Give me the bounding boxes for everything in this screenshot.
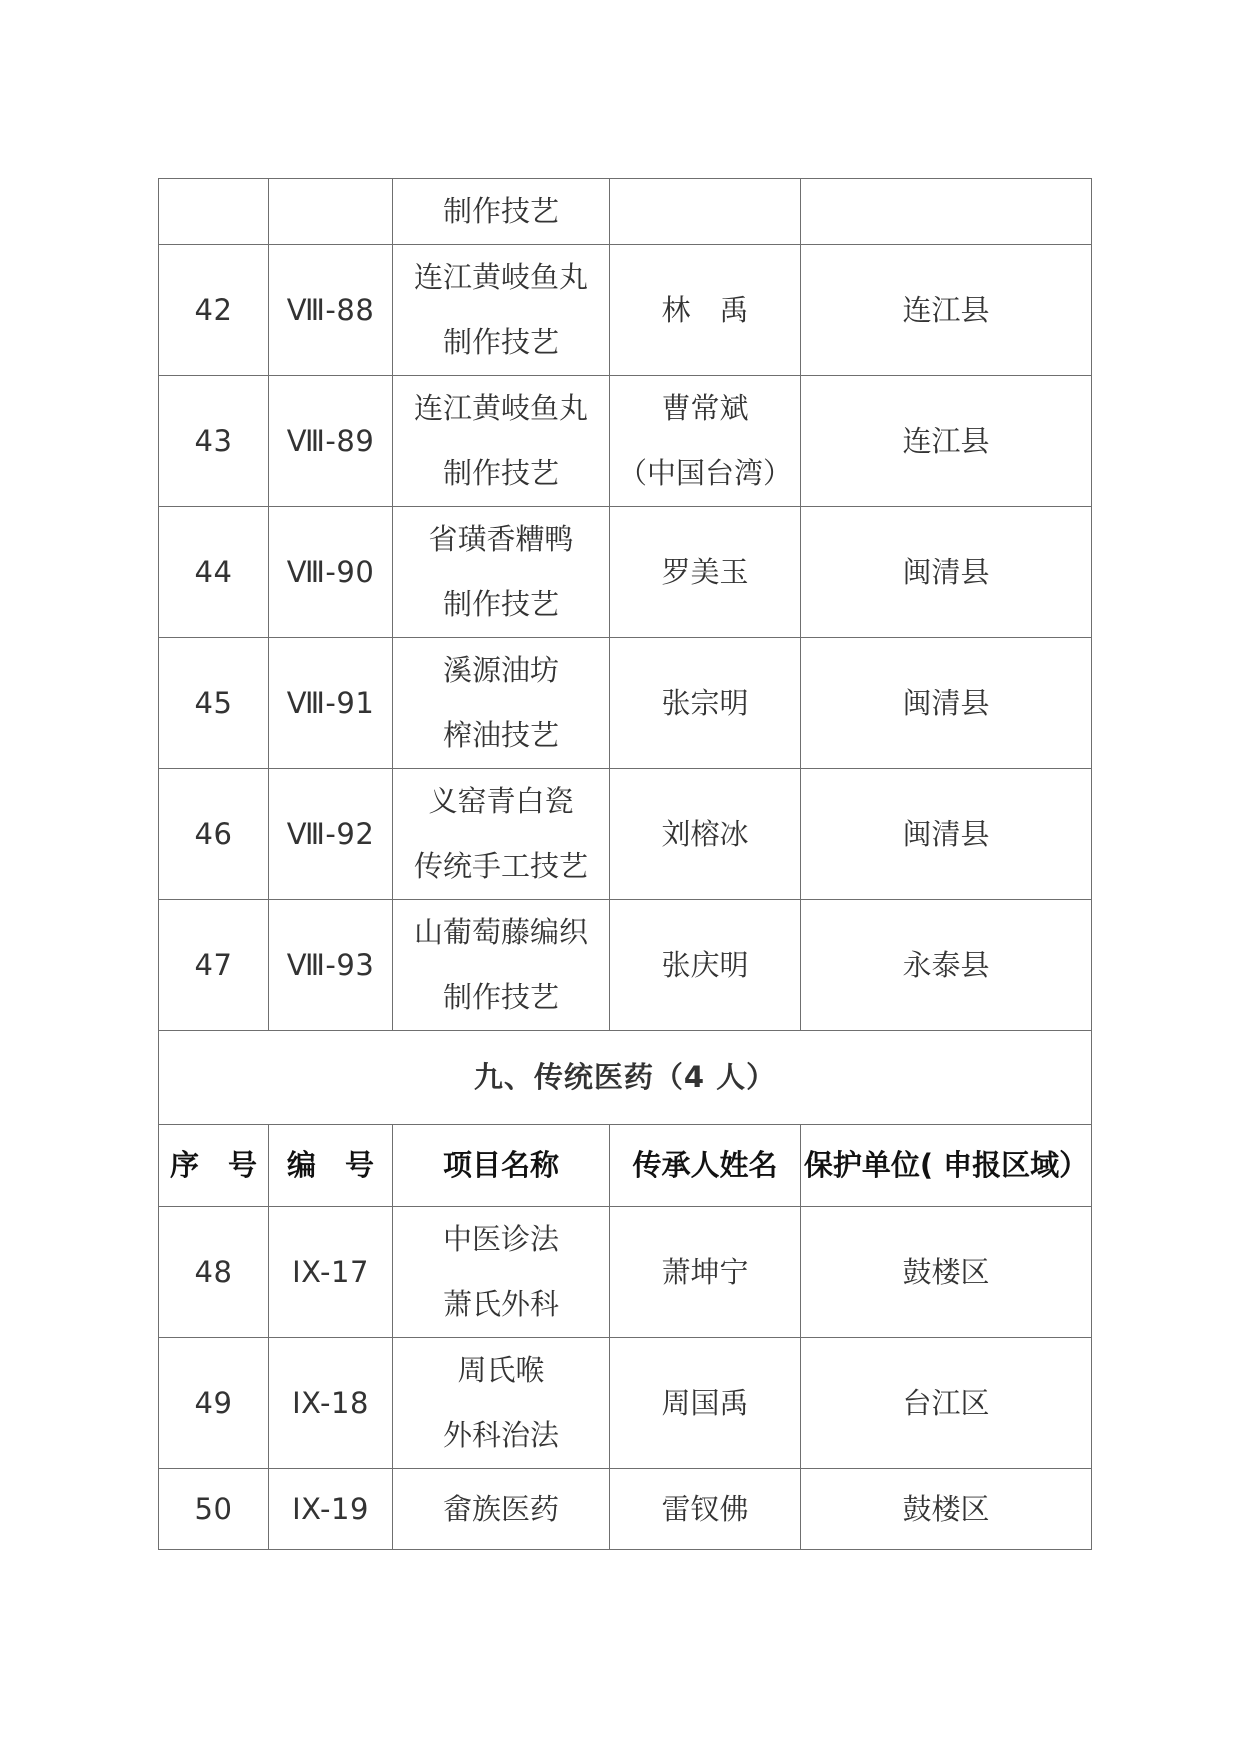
table-row	[159, 769, 1092, 900]
unit-cell: 台江区	[801, 1338, 1092, 1469]
project-line: 周氏喉	[457, 1353, 545, 1387]
section-title: 九、传统医药（4 人）	[159, 1031, 1092, 1125]
person-line: 罗美玉	[661, 554, 749, 589]
unit-cell: 鼓楼区	[801, 1207, 1092, 1338]
code-cell: Ⅷ-92	[269, 769, 393, 900]
project-line: 传统手工技艺	[413, 849, 588, 883]
header-row	[159, 1125, 1092, 1207]
project-cell	[393, 1338, 610, 1469]
unit-cell: 永泰县	[801, 900, 1092, 1031]
person-cell	[610, 179, 801, 245]
seq-cell: 43	[159, 376, 269, 507]
person-cell	[610, 900, 801, 1031]
project-cell	[393, 507, 610, 638]
person-cell	[610, 1338, 801, 1469]
project-line: 中医诊法	[442, 1222, 559, 1256]
person-cell	[610, 769, 801, 900]
project-cell	[393, 1469, 610, 1550]
project-line: 制作技艺	[442, 980, 559, 1014]
header-project: 项目名称	[393, 1125, 610, 1207]
project-line: 山葡萄藤编织	[413, 915, 588, 949]
unit-cell: 连江县	[801, 376, 1092, 507]
project-line: 萧氏外科	[442, 1287, 559, 1321]
table-row	[159, 1469, 1092, 1550]
table-row	[159, 179, 1092, 245]
seq-cell: 45	[159, 638, 269, 769]
code-cell: Ⅷ-89	[269, 376, 393, 507]
unit-cell: 鼓楼区	[801, 1469, 1092, 1550]
seq-cell: 48	[159, 1207, 269, 1338]
table-row	[159, 900, 1092, 1031]
person-cell	[610, 638, 801, 769]
seq-cell: 50	[159, 1469, 269, 1550]
unit-cell: 闽清县	[801, 507, 1092, 638]
seq-cell: 42	[159, 245, 269, 376]
table-row	[159, 638, 1092, 769]
unit-cell: 连江县	[801, 245, 1092, 376]
project-line: 义窑青白瓷	[428, 784, 574, 818]
person-cell	[610, 1469, 801, 1550]
person-line: 林 禹	[661, 292, 749, 327]
person-cell	[610, 245, 801, 376]
project-line: 溪源油坊	[442, 653, 559, 687]
project-line: 制作技艺	[442, 325, 559, 359]
project-line: 省璜香糟鸭	[428, 522, 574, 556]
seq-cell	[159, 179, 269, 245]
unit-cell: 闽清县	[801, 638, 1092, 769]
project-line: 连江黄岐鱼丸	[413, 260, 588, 294]
person-cell	[610, 376, 801, 507]
project-line: 制作技艺	[442, 587, 559, 621]
table-row	[159, 1338, 1092, 1469]
project-line: 榨油技艺	[442, 718, 559, 752]
person-line: 张庆明	[661, 947, 749, 982]
section-row	[159, 1031, 1092, 1125]
table-row	[159, 1207, 1092, 1338]
person-line: 萧坤宁	[661, 1254, 749, 1289]
seq-cell: 44	[159, 507, 269, 638]
person-cell	[610, 507, 801, 638]
project-cell	[393, 1207, 610, 1338]
person-line: 曹常斌	[661, 391, 749, 425]
code-cell: Ⅷ-93	[269, 900, 393, 1031]
header-code: 编 号	[269, 1125, 393, 1207]
project-cell	[393, 638, 610, 769]
project-line: 畲族医药	[442, 1491, 559, 1526]
project-line: 制作技艺	[442, 456, 559, 490]
unit-cell	[801, 179, 1092, 245]
seq-cell: 47	[159, 900, 269, 1031]
person-line: （中国台湾）	[617, 456, 792, 490]
project-cell	[393, 376, 610, 507]
project-cell	[393, 900, 610, 1031]
project-cell	[393, 769, 610, 900]
code-cell: IX-17	[269, 1207, 393, 1338]
person-cell	[610, 1207, 801, 1338]
project-cell: 制作技艺	[393, 179, 610, 245]
table-row	[159, 245, 1092, 376]
person-line: 周国禹	[661, 1385, 749, 1420]
code-cell: Ⅷ-90	[269, 507, 393, 638]
table-row	[159, 376, 1092, 507]
header-unit: 保护单位( 申报区域）	[801, 1125, 1092, 1207]
code-cell: IX-19	[269, 1469, 393, 1550]
header-person: 传承人姓名	[610, 1125, 801, 1207]
seq-cell: 46	[159, 769, 269, 900]
seq-cell: 49	[159, 1338, 269, 1469]
project-line: 外科治法	[442, 1418, 559, 1452]
header-seq: 序 号	[159, 1125, 269, 1207]
project-cell	[393, 245, 610, 376]
table-row	[159, 507, 1092, 638]
code-cell: Ⅷ-88	[269, 245, 393, 376]
code-cell: IX-18	[269, 1338, 393, 1469]
project-line: 连江黄岐鱼丸	[413, 391, 588, 425]
unit-cell: 闽清县	[801, 769, 1092, 900]
inheritors-table	[158, 178, 1092, 1550]
code-cell: Ⅷ-91	[269, 638, 393, 769]
person-line: 张宗明	[661, 685, 749, 720]
person-line: 刘榕冰	[661, 816, 749, 851]
code-cell	[269, 179, 393, 245]
person-line: 雷钗佛	[661, 1491, 749, 1526]
